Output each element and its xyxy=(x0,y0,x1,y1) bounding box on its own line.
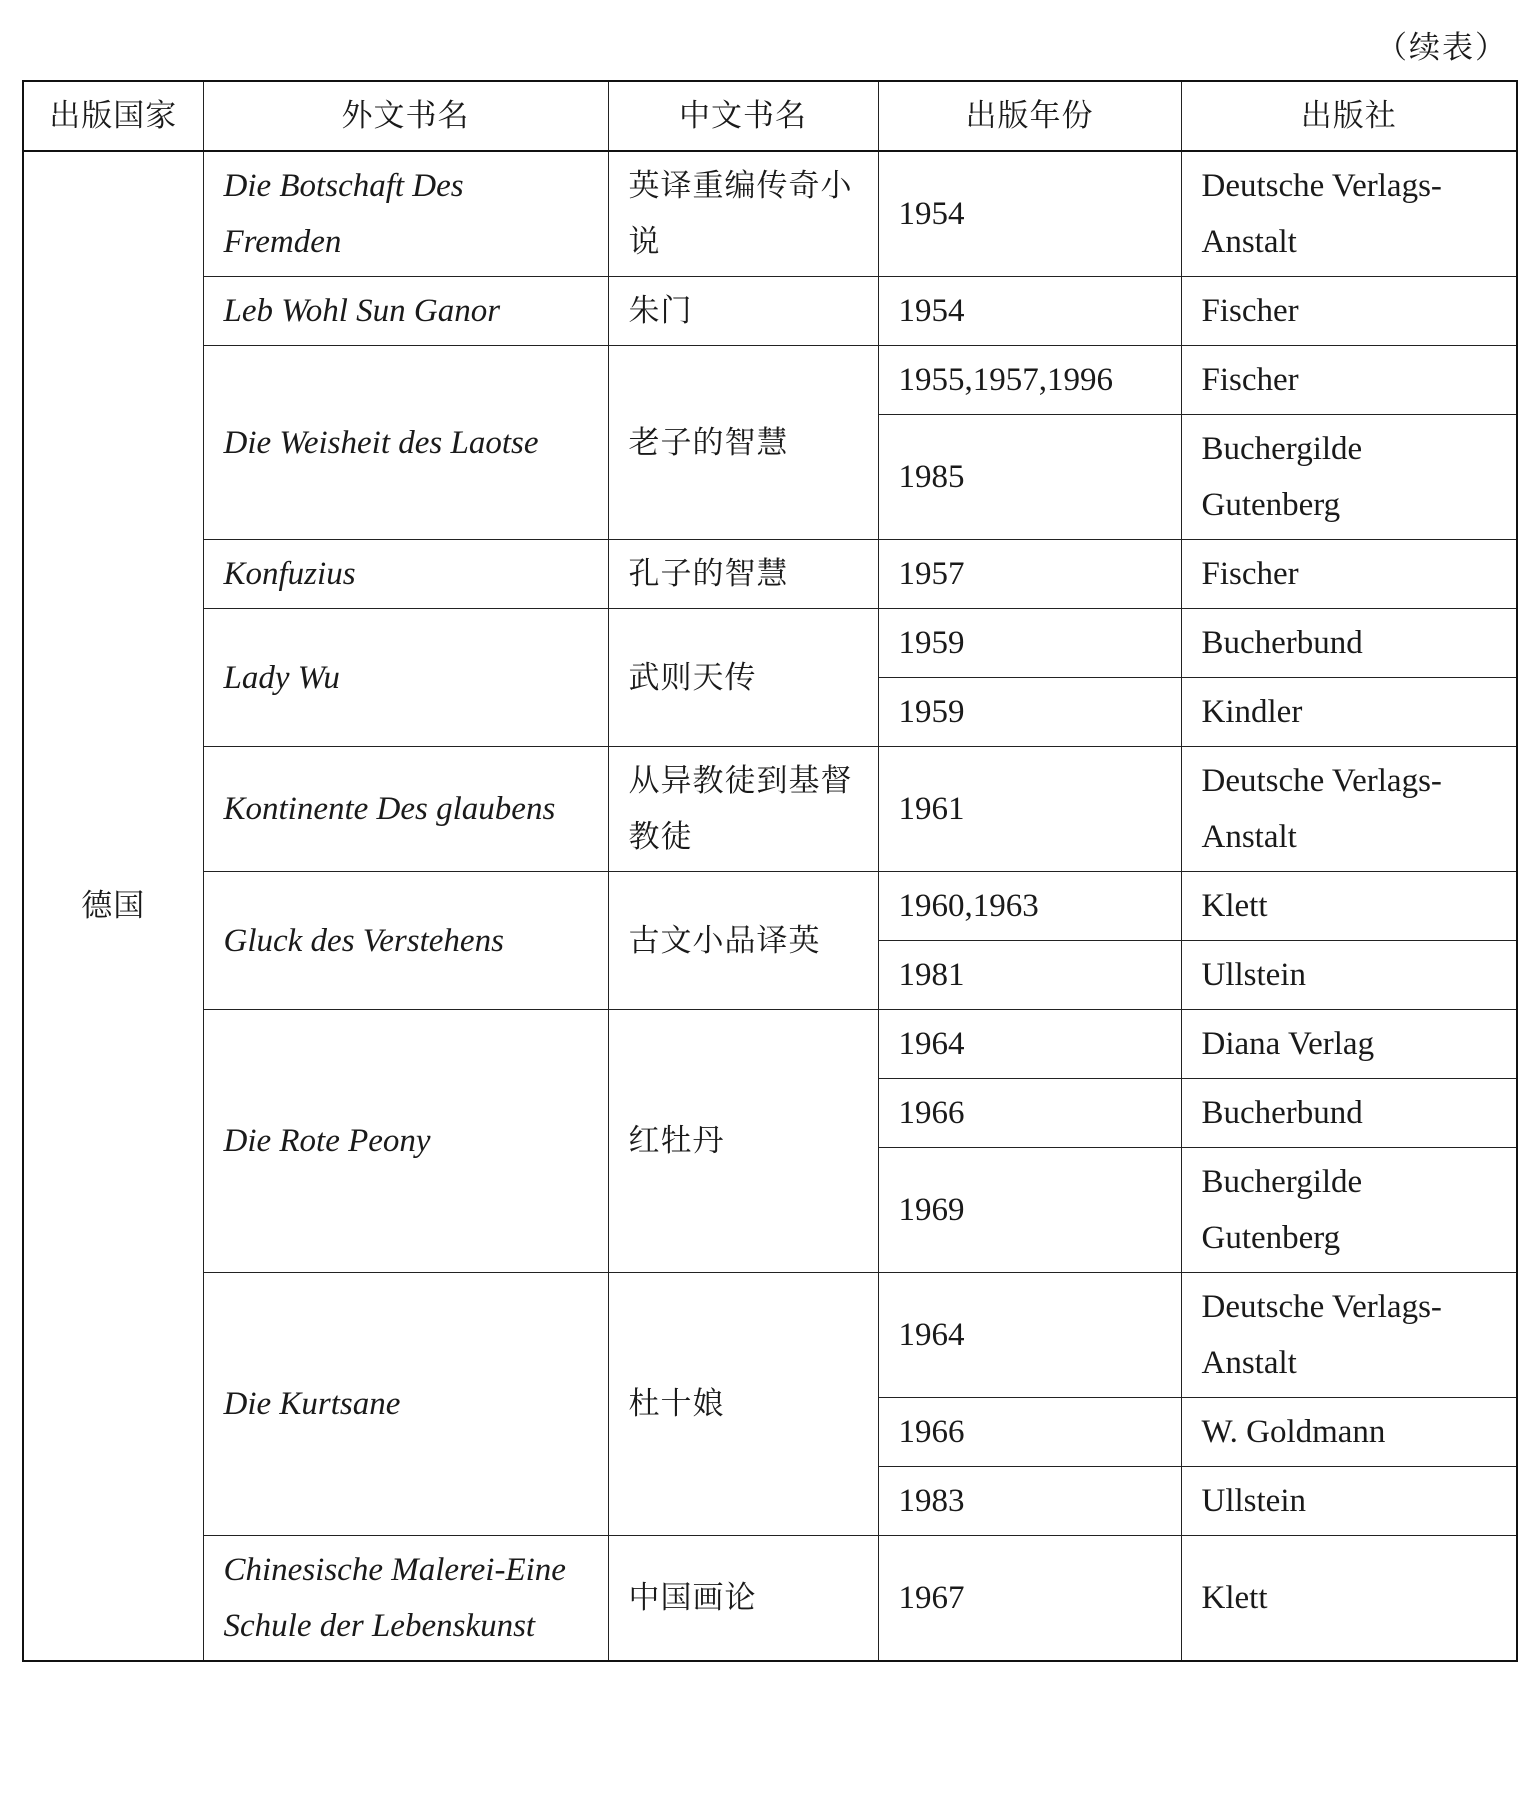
chinese-title-cell: 英译重编传奇小说 xyxy=(608,151,878,277)
chinese-title-cell: 从异教徒到基督教徒 xyxy=(608,747,878,872)
publisher-cell: Buchergilde Gutenberg xyxy=(1181,1148,1517,1273)
year-cell: 1959 xyxy=(878,609,1181,678)
table-row xyxy=(23,609,1517,678)
chinese-title-cell: 老子的智慧 xyxy=(608,346,878,540)
header-year: 出版年份 xyxy=(878,81,1181,151)
publisher-cell: Ullstein xyxy=(1181,1467,1517,1536)
year-cell: 1985 xyxy=(878,415,1181,540)
foreign-title-cell: Die Weisheit des Laotse xyxy=(203,346,608,540)
year-cell: 1964 xyxy=(878,1010,1181,1079)
table-row xyxy=(23,346,1517,415)
table-row xyxy=(23,1010,1517,1079)
publisher-cell: Deutsche Verlags-Anstalt xyxy=(1181,1273,1517,1398)
year-cell: 1966 xyxy=(878,1079,1181,1148)
chinese-title-cell: 红牡丹 xyxy=(608,1010,878,1273)
year-cell: 1967 xyxy=(878,1536,1181,1662)
publisher-cell: Fischer xyxy=(1181,277,1517,346)
header-chinese-title: 中文书名 xyxy=(608,81,878,151)
foreign-title-cell: Die Botschaft Des Fremden xyxy=(203,151,608,277)
publisher-cell: Klett xyxy=(1181,1536,1517,1662)
chinese-title-cell: 古文小品译英 xyxy=(608,872,878,1010)
table-row xyxy=(23,747,1517,872)
chinese-title-cell: 孔子的智慧 xyxy=(608,540,878,609)
table-row xyxy=(23,1273,1517,1398)
publisher-cell: Buchergilde Gutenberg xyxy=(1181,415,1517,540)
publisher-cell: Deutsche Verlags-Anstalt xyxy=(1181,747,1517,872)
foreign-title-cell: Die Kurtsane xyxy=(203,1273,608,1536)
continued-label: （续表） xyxy=(1376,30,1508,66)
table-row xyxy=(23,151,1517,277)
year-cell: 1969 xyxy=(878,1148,1181,1273)
table-row xyxy=(23,277,1517,346)
year-cell: 1964 xyxy=(878,1273,1181,1398)
chinese-title-cell: 武则天传 xyxy=(608,609,878,747)
publisher-cell: Fischer xyxy=(1181,346,1517,415)
publisher-cell: W. Goldmann xyxy=(1181,1398,1517,1467)
publisher-cell: Ullstein xyxy=(1181,941,1517,1010)
year-cell: 1954 xyxy=(878,277,1181,346)
year-cell: 1960,1963 xyxy=(878,872,1181,941)
publisher-cell: Deutsche Verlags-Anstalt xyxy=(1181,151,1517,277)
table-row xyxy=(23,872,1517,941)
foreign-title-cell: Die Rote Peony xyxy=(203,1010,608,1273)
foreign-title-cell: Gluck des Verstehens xyxy=(203,872,608,1010)
publisher-cell: Fischer xyxy=(1181,540,1517,609)
foreign-title-cell: Leb Wohl Sun Ganor xyxy=(203,277,608,346)
chinese-title-cell: 杜十娘 xyxy=(608,1273,878,1536)
year-cell: 1983 xyxy=(878,1467,1181,1536)
foreign-title-cell: Lady Wu xyxy=(203,609,608,747)
chinese-title-cell: 朱门 xyxy=(608,277,878,346)
foreign-title-cell: Chinesische Malerei-Eine Schule der Lebenskunst xyxy=(203,1536,608,1662)
chinese-title-cell: 中国画论 xyxy=(608,1536,878,1662)
table-body xyxy=(23,151,1517,1661)
table-row xyxy=(23,1536,1517,1662)
year-cell: 1955,1957,1996 xyxy=(878,346,1181,415)
table-row xyxy=(23,540,1517,609)
header-country: 出版国家 xyxy=(23,81,203,151)
publisher-cell: Bucherbund xyxy=(1181,1079,1517,1148)
publisher-cell: Diana Verlag xyxy=(1181,1010,1517,1079)
publisher-cell: Klett xyxy=(1181,872,1517,941)
year-cell: 1954 xyxy=(878,151,1181,277)
foreign-title-cell: Kontinente Des glaubens xyxy=(203,747,608,872)
foreign-title-cell: Konfuzius xyxy=(203,540,608,609)
year-cell: 1957 xyxy=(878,540,1181,609)
year-cell: 1981 xyxy=(878,941,1181,1010)
publisher-cell: Bucherbund xyxy=(1181,609,1517,678)
header-row xyxy=(23,81,1517,151)
year-cell: 1961 xyxy=(878,747,1181,872)
publication-table xyxy=(22,80,1518,1662)
year-cell: 1966 xyxy=(878,1398,1181,1467)
country-cell: 德国 xyxy=(23,151,203,1661)
header-foreign-title: 外文书名 xyxy=(203,81,608,151)
publisher-cell: Kindler xyxy=(1181,678,1517,747)
year-cell: 1959 xyxy=(878,678,1181,747)
header-publisher: 出版社 xyxy=(1181,81,1517,151)
